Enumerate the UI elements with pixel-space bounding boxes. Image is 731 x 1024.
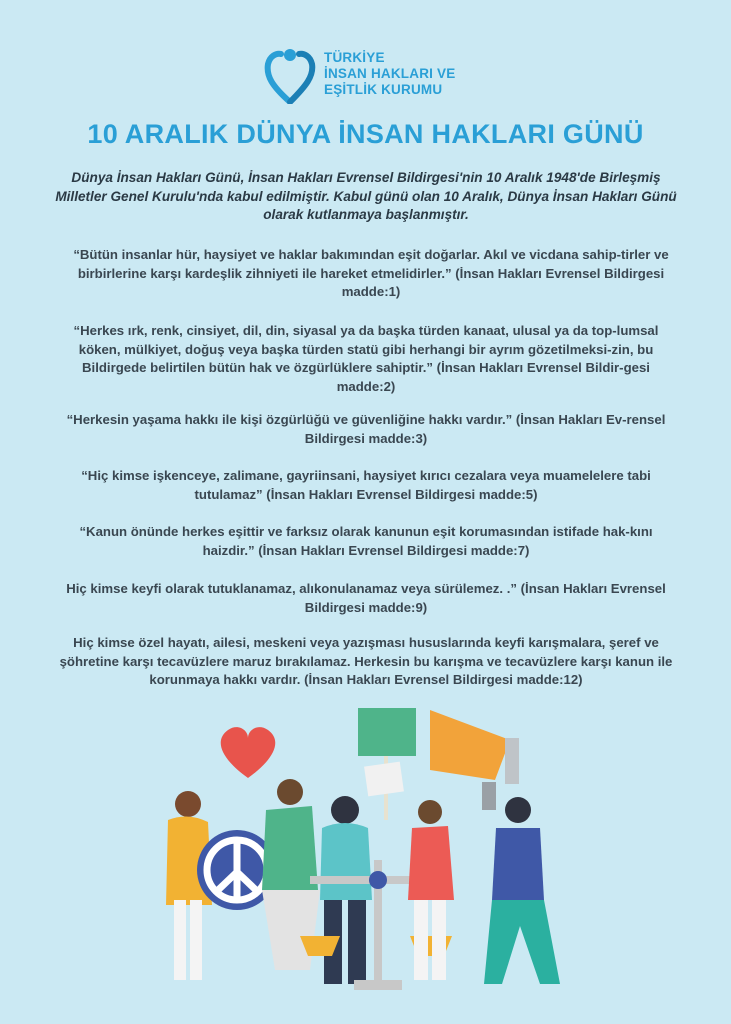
logo-line-1: TÜRKİYE — [324, 50, 385, 65]
logo-line-2: İNSAN HAKLARI VE — [324, 66, 456, 81]
article-9-paragraph: Hiç kimse keyfi olarak tutuklanamaz, alıkonulanamaz veya sürülemez. .” (İnsan Hakları Evrensel Bildirgesi madde:9) — [66, 581, 666, 615]
article-2-paragraph: “Herkes ırk, renk, cinsiyet, dil, din, siyasal ya da başka türden kanaat, ulusal ya da top-lumsal köken, mülkiyet, doğuş veya başka türden statü gibi herhangi bir ayrım gözetilmeksi-zin, bu Bildirgede belirtilen bütün hak ve özgürlüklere sahiptir.” (İnsan Hakları Evrensel Bildir-gesi madde:2) — [73, 323, 659, 394]
logo-line-3: EŞİTLİK KURUMU — [324, 82, 443, 97]
white-placard-icon — [364, 762, 404, 797]
heart-person-logo-icon — [262, 44, 318, 104]
article-12-paragraph: Hiç kimse özel hayatı, ailesi, meskeni veya yazışması hususlarında keyfi karışmalara, şeref ve şöhretine karşı tecavüzlere maruz bırakılamaz. Herkesin bu karışma ve tecavüzlere karşı kanun ile korunmaya hakkı vardır. (İnsan Hakları Evrensel Bildirgesi madde:12) — [59, 635, 673, 687]
article-5-paragraph: “Hiç kimse işkenceye, zalimane, gayriinsani, haysiyet kırıcı cezalara veya muamelelere tabi tutulamaz” (İnsan Hakları Evrensel Bildirgesi madde:5) — [81, 468, 651, 502]
person-blue-icon — [484, 797, 560, 984]
article-7-paragraph: “Kanun önünde herkes eşittir ve farksız olarak kanunun eşit korumasından istifade hak-kını haizdir.” (İnsan Hakları Evrensel Bildirgesi madde:7) — [79, 524, 653, 558]
logo — [262, 44, 455, 104]
heart-icon — [221, 727, 276, 778]
page-title: 10 ARALIK DÜNYA İNSAN HAKLARI GÜNÜ — [87, 119, 644, 149]
article-1-paragraph: “Bütün insanlar hür, haysiyet ve haklar bakımından eşit doğarlar. Akıl ve vicdana sahip-tirler ve birbirlerine karşı kardeşlik zihniyeti ile hareket etmelidirler.” (İnsan Hakları Evrensel Bildirgesi madde:1) — [73, 247, 669, 299]
logo-text — [324, 50, 455, 98]
intro-paragraph: Dünya İnsan Hakları Günü, İnsan Hakları Evrensel Bildirgesi'nin 10 Aralık 1948'de Birleşmiş Milletler Genel Kurulu'nda kabul edilmiştir. Kabul günü olan 10 Aralık, Dünya İnsan Hakları Günü olarak kutlanmaya başlanmıştır. — [55, 170, 677, 222]
article-3-paragraph: “Herkesin yaşama hakkı ile kişi özgürlüğü ve güvenliğine hakkı vardır.” (İnsan Hakları Ev-rensel Bildirgesi madde:3) — [66, 412, 666, 446]
people-rally-illustration — [140, 700, 580, 1000]
megaphone-icon — [430, 710, 519, 810]
